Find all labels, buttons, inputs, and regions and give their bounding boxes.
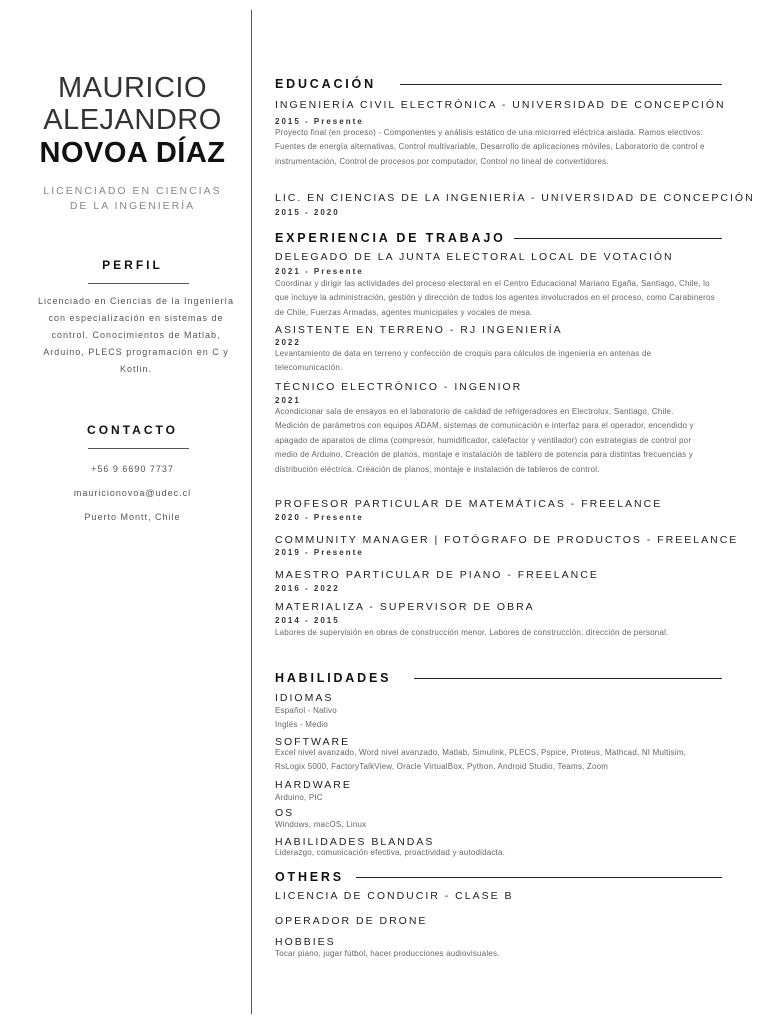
habilidades-rule: [414, 678, 722, 679]
other-title: OPERADOR DE DRONE: [275, 915, 428, 927]
skill-title: OS: [275, 807, 295, 819]
skill-line: Español - Nativo: [275, 706, 337, 715]
exp-item-dates: 2021 - Presente: [275, 267, 364, 276]
exp-item-title: MATERIALIZA - SUPERVISOR DE OBRA: [275, 601, 535, 613]
name-last: NOVOA DÍAZ: [39, 137, 226, 169]
contacto-rule: [88, 448, 189, 449]
name-first: MAURICIO: [58, 72, 207, 104]
others-rule: [356, 877, 722, 878]
perfil-heading: PERFIL: [102, 258, 163, 272]
contact-location: Puerto Montt, Chile: [84, 512, 181, 522]
skill-title: IDIOMAS: [275, 692, 334, 704]
other-desc: Tocar piano, jugar fútbol, hacer producciones audiovisuales.: [275, 949, 500, 958]
exp-item-desc: Levantamiento de data en terreno y confección de croquis para cálculos de ingeniería en antenas de telecomunicación.: [275, 349, 652, 373]
contact-email[interactable]: mauricionovoa@udec.cl: [73, 488, 192, 498]
experiencia-rule: [514, 238, 722, 239]
exp-item-title: ASISTENTE EN TERRENO - RJ INGENIERÍA: [275, 324, 563, 336]
exp-item-dates: 2019 - Presente: [275, 548, 364, 557]
exp-item-title: TÉCNICO ELECTRÓNICO - INGENIOR: [275, 381, 523, 393]
skill-line: Liderazgo, comunicación efectiva, proactividad y autodidacta.: [275, 848, 506, 857]
perfil-rule: [88, 283, 189, 284]
exp-item-dates: 2016 - 2022: [275, 584, 340, 593]
exp-item-dates: 2020 - Presente: [275, 513, 364, 522]
exp-item-dates: 2022: [275, 338, 301, 347]
exp-item-title: MAESTRO PARTICULAR DE PIANO - FREELANCE: [275, 569, 599, 581]
exp-item-dates: 2014 - 2015: [275, 616, 340, 625]
habilidades-heading: HABILIDADES: [275, 671, 392, 685]
exp-item-desc: Coordinar y dirigir las actividades del proceso electoral en el Centro Educacional Mariano Egaña, Santiago, Chile, lo que incluye la administración, gestión y dirección de todos los agentes involucrados en el proceso, como Carabineros de Chile, Fuerzas Armadas, agentes municipales y vocales de mesa.: [275, 279, 715, 317]
exp-item-desc: Labores de supervisión en obras de construcción menor. Labores de construcción, dirección de personal.: [275, 628, 669, 637]
skill-line: Excel nivel avanzado, Word nivel avanzado, Matlab, Simulink, PLECS, Pspice, Proteus, Mathcad, NI Multisim, RsLogix 5000, FactoryTalkView, Oracle VirtualBox, Python, Android Studio, Teams, Zoom: [275, 748, 687, 772]
edu-item-title: LIC. EN CIENCIAS DE LA INGENIERÍA - UNIVERSIDAD DE CONCEPCIÓN: [275, 192, 755, 204]
name-middle: ALEJANDRO: [43, 104, 222, 136]
edu-item-title: INGENIERÍA CIVIL ELECTRÓNICA - UNIVERSIDAD DE CONCEPCIÓN: [275, 99, 726, 111]
exp-item-title: PROFESOR PARTICULAR DE MATEMÁTICAS - FREELANCE: [275, 498, 663, 510]
skill-line: Windows, macOS, Linux: [275, 820, 367, 829]
skill-title: SOFTWARE: [275, 736, 351, 748]
other-title: HOBBIES: [275, 936, 336, 948]
edu-item-dates: 2015 - Presente: [275, 117, 364, 126]
exp-item-dates: 2021: [275, 396, 301, 405]
exp-item-desc: Acondicionar sala de ensayos en el laboratorio de calidad de refrigeradores en Electrolux, Santiago, Chile. Medición de parámetros con equipos ADAM, sistemas de comunicación e interfaz para el operador, encendido y apagado de aparatos de clima (compresor, humidificador, calefactor y ventilador) con estrategias de control por medio de Arduino. Creación de planos, montaje e instalación de tablero de potencia para distintas frecuencias y distribución eléctrica. Creación de planos, montaje e instalación de tableros de control.: [275, 407, 694, 474]
job-subtitle: LICENCIADO EN CIENCIAS DE LA INGENIERÍA: [43, 185, 222, 212]
skill-line: Arduino, PIC: [275, 793, 323, 802]
exp-item-title: DELEGADO DE LA JUNTA ELECTORAL LOCAL DE VOTACIÓN: [275, 251, 674, 263]
skill-line: Inglés - Medio: [275, 720, 329, 729]
educacion-rule: [400, 84, 722, 85]
skill-title: HARDWARE: [275, 779, 352, 791]
exp-item-title: COMMUNITY MANAGER | FOTÓGRAFO DE PRODUCTOS - FREELANCE: [275, 534, 739, 546]
educacion-heading: EDUCACIÓN: [275, 77, 376, 91]
others-heading: OTHERS: [275, 870, 344, 884]
contact-phone[interactable]: +56 9 6690 7737: [91, 464, 174, 474]
perfil-text: Licenciado en Ciencias de la Ingeniería con especialización en sistemas de control. Conocimientos de Matlab, Arduino, PLECS programación en C y Kotlin.: [37, 296, 235, 374]
other-title: LICENCIA DE CONDUCIR - CLASE B: [275, 890, 514, 902]
skill-title: HABILIDADES BLANDAS: [275, 836, 435, 848]
experiencia-heading: EXPERIENCIA DE TRABAJO: [275, 231, 506, 245]
contacto-heading: CONTACTO: [87, 423, 178, 437]
edu-item-desc: Proyecto final (en proceso) - Componentes y análisis estático de una microrred eléctrica aislada. Ramos electivos: Fuentes de energía alternativas, Control multivariable, Desarrollo de aplicaciones móviles, Laboratorio de control e instrumentación, Control de procesos por computador, Control no lineal de convertidores.: [275, 128, 705, 166]
edu-item-dates: 2015 - 2020: [275, 208, 340, 217]
